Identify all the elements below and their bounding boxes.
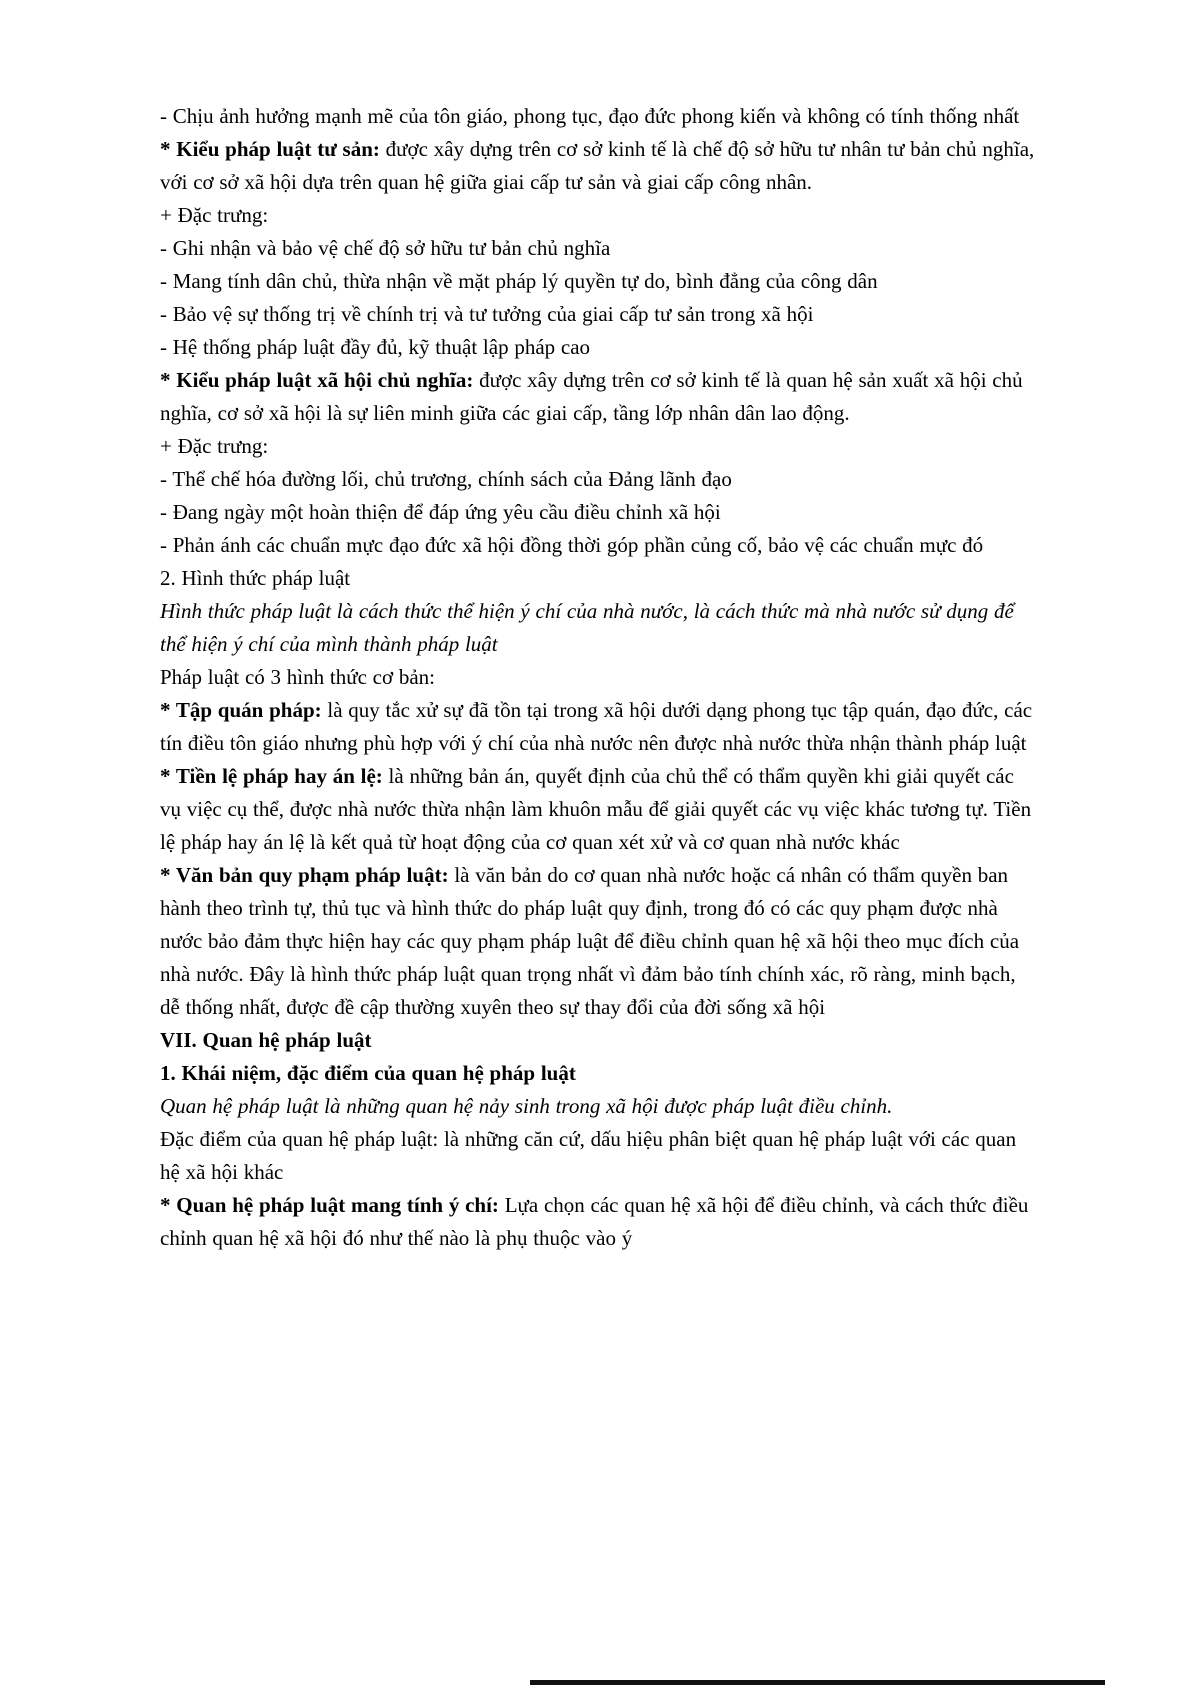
text-run: * Văn bản quy phạm pháp luật:	[160, 863, 449, 887]
text-run: Hình thức pháp luật là cách thức thể hiện ý chí của nhà nước, là cách thức mà nhà nước sử dụng để thể hiện ý chí của mình thành pháp luật	[160, 599, 1014, 656]
bottom-edge-bar	[530, 1680, 1105, 1685]
paragraph	[160, 331, 1035, 364]
text-run: là những bản án, quyết định của chủ thể có thẩm quyền khi giải quyết các vụ việc cụ thể, được nhà nước thừa nhận làm khuôn mẫu để giải quyết các vụ việc khác tương tự. Tiền lệ pháp hay án lệ là kết quả từ hoạt động của cơ quan xét xử và cơ quan nhà nước khác	[160, 764, 1032, 854]
text-run: * Quan hệ pháp luật mang tính ý chí:	[160, 1193, 499, 1217]
text-run: - Bảo vệ sự thống trị về chính trị và tư tưởng của giai cấp tư sản trong xã hội	[160, 302, 814, 326]
paragraph	[160, 298, 1035, 331]
text-run: VII. Quan hệ pháp luật	[160, 1028, 372, 1052]
text-run: * Kiểu pháp luật xã hội chủ nghĩa:	[160, 368, 474, 392]
text-run: Pháp luật có 3 hình thức cơ bản:	[160, 665, 436, 689]
paragraph	[160, 1189, 1035, 1255]
text-run: 2. Hình thức pháp luật	[160, 566, 351, 590]
text-run: Quan hệ pháp luật là những quan hệ nảy sinh trong xã hội được pháp luật điều chỉnh.	[160, 1094, 893, 1118]
paragraph	[160, 232, 1035, 265]
paragraph	[160, 496, 1035, 529]
text-run: 1. Khái niệm, đặc điểm của quan hệ pháp luật	[160, 1061, 576, 1085]
document-body	[160, 100, 1035, 1255]
text-run: + Đặc trưng:	[160, 203, 269, 227]
paragraph	[160, 595, 1035, 661]
text-run: - Chịu ảnh hưởng mạnh mẽ của tôn giáo, phong tục, đạo đức phong kiến và không có tính thống nhất	[160, 104, 1020, 128]
text-run: + Đặc trưng:	[160, 434, 269, 458]
paragraph	[160, 1057, 1035, 1090]
text-run: * Tập quán pháp:	[160, 698, 322, 722]
paragraph	[160, 430, 1035, 463]
paragraph	[160, 463, 1035, 496]
paragraph	[160, 1024, 1035, 1057]
text-run: - Mang tính dân chủ, thừa nhận về mặt pháp lý quyền tự do, bình đẳng của công dân	[160, 269, 878, 293]
paragraph	[160, 364, 1035, 430]
paragraph	[160, 1123, 1035, 1189]
text-run: Đặc điểm của quan hệ pháp luật: là những căn cứ, dấu hiệu phân biệt quan hệ pháp luật với các quan hệ xã hội khác	[160, 1127, 1017, 1184]
text-run: - Phản ánh các chuẩn mực đạo đức xã hội đồng thời góp phần củng cố, bảo vệ các chuẩn mực đó	[160, 533, 984, 557]
paragraph	[160, 760, 1035, 859]
paragraph	[160, 661, 1035, 694]
text-run: - Đang ngày một hoàn thiện để đáp ứng yêu cầu điều chỉnh xã hội	[160, 500, 721, 524]
paragraph	[160, 859, 1035, 1024]
text-run: - Ghi nhận và bảo vệ chế độ sở hữu tư bản chủ nghĩa	[160, 236, 611, 260]
paragraph	[160, 562, 1035, 595]
paragraph	[160, 529, 1035, 562]
paragraph	[160, 1090, 1035, 1123]
text-run: được xây dựng trên cơ sở kinh tế là chế độ sở hữu tư nhân tư bản chủ nghĩa, với cơ sở xã hội dựa trên quan hệ giữa giai cấp tư sản và giai cấp công nhân.	[160, 137, 1035, 194]
text-run: được xây dựng trên cơ sở kinh tế là quan hệ sản xuất xã hội chủ nghĩa, cơ sở xã hội là sự liên minh giữa các giai cấp, tầng lớp nhân dân lao động.	[160, 368, 1023, 425]
paragraph	[160, 100, 1035, 133]
paragraph	[160, 265, 1035, 298]
text-run: * Tiền lệ pháp hay án lệ:	[160, 764, 383, 788]
paragraph	[160, 133, 1035, 199]
paragraph	[160, 694, 1035, 760]
paragraph	[160, 199, 1035, 232]
text-run: - Hệ thống pháp luật đầy đủ, kỹ thuật lập pháp cao	[160, 335, 591, 359]
text-run: - Thể chế hóa đường lối, chủ trương, chính sách của Đảng lãnh đạo	[160, 467, 732, 491]
text-run: là quy tắc xử sự đã tồn tại trong xã hội dưới dạng phong tục tập quán, đạo đức, các tín điều tôn giáo nhưng phù hợp với ý chí của nhà nước nên được nhà nước thừa nhận thành pháp luật	[160, 698, 1033, 755]
text-run: Lựa chọn các quan hệ xã hội để điều chỉnh, và cách thức điều chỉnh quan hệ xã hội đó như thế nào là phụ thuộc vào ý	[160, 1193, 1029, 1250]
text-run: * Kiểu pháp luật tư sản:	[160, 137, 380, 161]
text-run: là văn bản do cơ quan nhà nước hoặc cá nhân có thẩm quyền ban hành theo trình tự, thủ tục và hình thức do pháp luật quy định, trong đó có các quy phạm được nhà nước bảo đảm thực hiện hay các quy phạm pháp luật để điều chỉnh quan hệ xã hội theo mục đích của nhà nước. Đây là hình thức pháp luật quan trọng nhất vì đảm bảo tính chính xác, rõ ràng, minh bạch, dễ thống nhất, được đề cập thường xuyên theo sự thay đổi của đời sống xã hội	[160, 863, 1020, 1019]
